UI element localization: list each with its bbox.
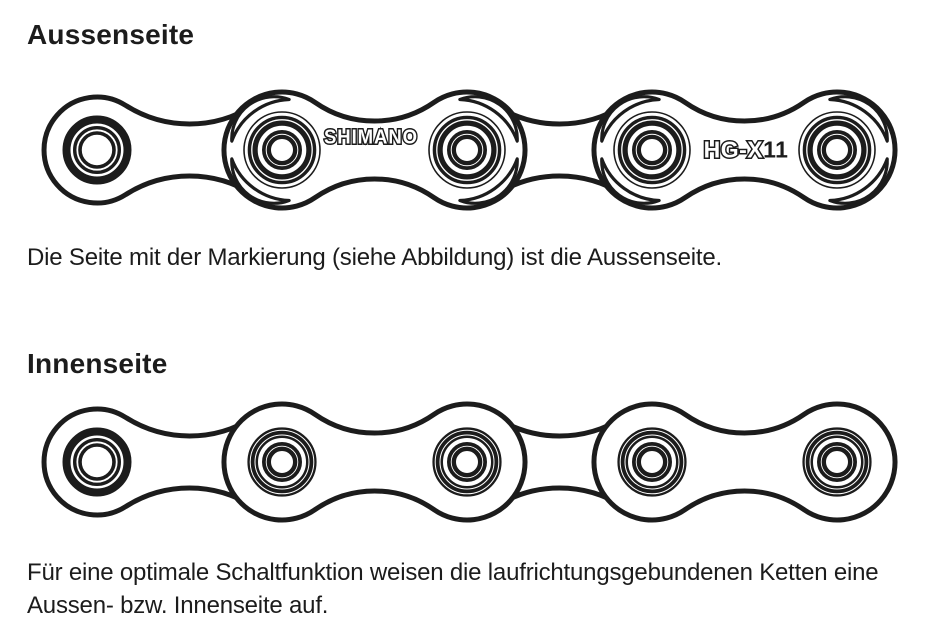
chain-outer-side-illustration bbox=[0, 85, 933, 230]
caption-aussenseite: Die Seite mit der Markierung (siehe Abbildung) ist die Aussenseite. bbox=[27, 244, 722, 271]
section-heading-aussenseite: Aussenseite bbox=[27, 19, 195, 50]
section-heading-innenseite: Innenseite bbox=[27, 348, 168, 379]
caption-innenseite: Für eine optimale Schaltfunktion weisen die laufrichtungsgebundenen Ketten eine Aussen- bzw. Innenseite auf. bbox=[27, 559, 879, 619]
hgx11-marking bbox=[704, 137, 789, 163]
hgx11-marking-solid-part: 11 bbox=[763, 136, 789, 163]
hgx11-marking-outline-part: HG-X bbox=[703, 136, 764, 163]
chain-inner-side-illustration bbox=[0, 395, 933, 535]
shimano-logo: SHIMANO bbox=[324, 126, 418, 149]
